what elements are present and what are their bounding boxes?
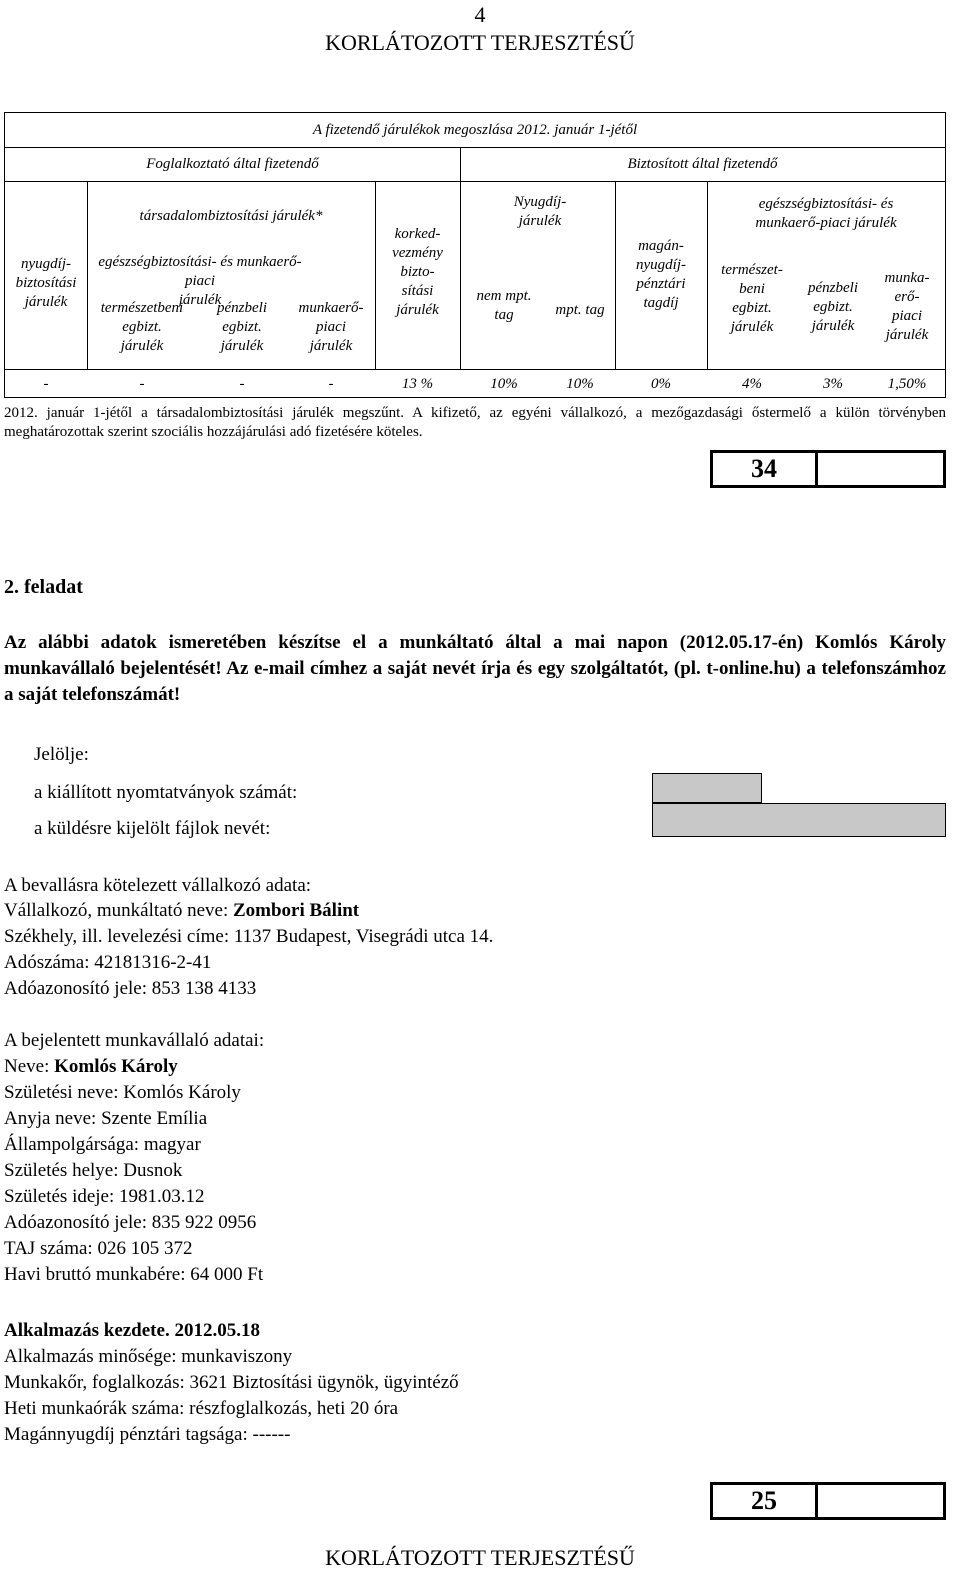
employee-salary: Havi bruttó munkabére: 64 000 Ft [4, 1264, 264, 1285]
employee-citizenship: Állampolgársága: magyar [4, 1134, 201, 1155]
col-nature-health: természetbeni egbizt. járulék [100, 300, 184, 354]
table-caption: A fizetendő járulékok megoszlása 2012. január 1-jétől [312, 122, 638, 138]
private-pension-membership: Magánnyugdíj pénztári tagsága: ------ [4, 1424, 291, 1445]
employer-heading: A bevallásra kötelezett vállalkozó adata: [4, 875, 312, 896]
employer-name-line: Vállalkozó, munkáltató neve: Zombori Bálint [4, 900, 360, 921]
value-member: 10% [566, 376, 594, 392]
insured-health-header: egészségbiztosítási- és munkaerő-piaci járulék [755, 196, 897, 231]
health-labor-header: egészségbiztosítási- és munkaerő-piaci járulék [98, 254, 302, 308]
score-box-top [710, 450, 946, 488]
task-instruction: Az alábbi adatok ismeretében készítse el a munkáltató által a mai napon (2012.05.17-én) Komlós Károly munkavállaló bejelentését! Az e-mail címhez a saját nevét írja és egy szolgáltatót, (pl. t-online.hu) a telefonszámhoz a saját telefonszámát! [4, 632, 946, 705]
value-labor: - [328, 376, 334, 392]
employment-start: Alkalmazás kezdete. 2012.05.18 [4, 1320, 260, 1341]
files-label: a küldésre kijelölt fájlok nevét: [34, 818, 271, 839]
employee-name: Komlós Károly [54, 1056, 178, 1077]
employment-hours: Heti munkaórák száma: részfoglalkozás, heti 20 óra [4, 1398, 399, 1419]
employment-position: Munkakőr, foglalkozás: 3621 Biztosítási ügynök, ügyintéző [4, 1372, 459, 1393]
col-insured-labor: munka- erő- piaci járulék [884, 270, 930, 343]
col-private-pension: magán- nyugdíj- pénztári tagdíj [636, 238, 686, 311]
col-non-member: nem mpt. tag [476, 288, 532, 323]
page-number: 4 [474, 2, 486, 27]
value-insured-cash: 3% [823, 376, 843, 392]
score-box-bottom [710, 1482, 946, 1520]
employee-tax-id: Adóazonosító jele: 835 922 0956 [4, 1212, 257, 1233]
value-private: 0% [651, 376, 671, 392]
table-footnote: 2012. január 1-jétől a társadalombiztosítási járulék megszűnt. A kifizető, az egyéni vállalkozó, a mezőgazdasági őstermelő a külön törvényben meghatározottak szerint szociális hozzájárulási adó fizetésére köteles. [4, 405, 946, 440]
col-pension-insurance: nyugdíj- biztosítási járulék [15, 256, 77, 310]
employment-type: Alkalmazás minősége: munkaviszony [4, 1346, 293, 1367]
files-name-input[interactable] [652, 803, 946, 837]
score-top: 34 [751, 454, 777, 483]
employee-birth-place: Születés helye: Dusnok [4, 1160, 183, 1181]
col-reduced-contrib: korked- vezmény bizto- sítási járulék [392, 226, 443, 318]
employee-name-line: Neve: Komlós Károly [4, 1056, 178, 1077]
insured-paid-header: Biztosított által fizetendő [627, 156, 778, 172]
value-non-member: 10% [490, 376, 518, 392]
col-labor-market: munkaerő- piaci járulék [298, 300, 364, 354]
score-bottom: 25 [751, 1486, 777, 1515]
employer-name: Zombori Bálint [232, 900, 360, 921]
employee-birth-date: Születés ideje: 1981.03.12 [4, 1186, 205, 1207]
forms-count-input[interactable] [652, 773, 762, 803]
employee-heading: A bejelentett munkavállaló adatai: [4, 1030, 265, 1051]
value-insured-labor: 1,50% [887, 376, 927, 392]
mark-label: Jelölje: [34, 744, 89, 765]
col-member: mpt. tag [555, 302, 605, 318]
pension-contrib-header: Nyugdíj- járulék [513, 194, 567, 229]
restriction-header: KORLÁTOZOTT TERJESZTÉSŰ [325, 30, 635, 55]
employer-tax-number: Adószáma: 42181316-2-41 [4, 952, 212, 973]
employer-address: Székhely, ill. levelezési címe: 1137 Budapest, Visegrádi utca 14. [4, 926, 494, 947]
value-cash: - [239, 376, 245, 392]
col-insured-cash: pénzbeli egbizt. járulék [808, 280, 858, 334]
employee-birth-name: Születési neve: Komlós Károly [4, 1082, 241, 1103]
col-insured-nature: természet- beni egbizt. járulék [721, 262, 783, 335]
task-title: 2. feladat [4, 576, 83, 598]
social-security-header: társadalombiztosítási járulék* [139, 208, 323, 224]
forms-count-label: a kiállított nyomtatványok számát: [34, 782, 298, 803]
employer-paid-header: Foglalkoztató által fizetendő [146, 156, 319, 172]
employee-mother-name: Anyja neve: Szente Emília [4, 1108, 208, 1129]
restriction-footer: KORLÁTOZOTT TERJESZTÉSŰ [325, 1545, 635, 1570]
value-pension: - [43, 376, 49, 392]
col-cash-health: pénzbeli egbizt. járulék [217, 300, 267, 354]
employer-tax-id: Adóazonosító jele: 853 138 4133 [4, 978, 257, 999]
value-insured-nature: 4% [742, 376, 762, 392]
contribution-table [4, 112, 946, 398]
value-reduced: 13 % [401, 376, 434, 392]
employee-taj: TAJ száma: 026 105 372 [4, 1238, 193, 1259]
value-nature: - [139, 376, 145, 392]
